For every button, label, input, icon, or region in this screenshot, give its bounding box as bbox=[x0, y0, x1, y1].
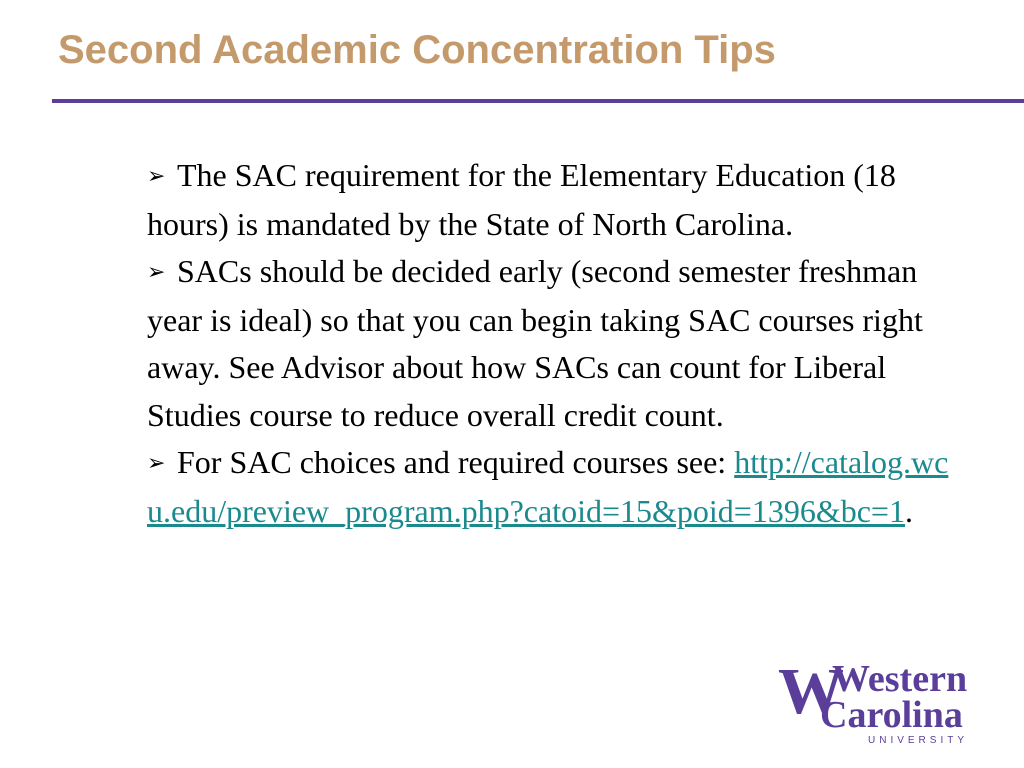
slide-body bbox=[147, 152, 959, 535]
wcu-logo-graphic bbox=[776, 655, 986, 747]
arrow-bullet-icon: ➢ bbox=[147, 260, 166, 285]
logo-line2: Carolina bbox=[820, 694, 963, 736]
bullet-item bbox=[147, 152, 959, 248]
logo-line1: Western bbox=[832, 658, 968, 700]
arrow-bullet-icon: ➢ bbox=[147, 451, 166, 476]
logo-line3: UNIVERSITY bbox=[868, 735, 969, 746]
wcu-logo bbox=[776, 655, 986, 747]
link-trailing-period: . bbox=[904, 492, 913, 529]
bullet-item bbox=[147, 248, 959, 439]
catalog-link[interactable]: http://catalog.wcu.edu/preview_program.php?catoid=15&poid=1396&bc=1 bbox=[147, 444, 949, 529]
title-divider bbox=[52, 99, 1024, 103]
bullet-item bbox=[147, 439, 959, 535]
bullet-text: SACs should be decided early (second semester freshman year is ideal) so that you can begin taking SAC courses right away. See Advisor about how SACs can count for Liberal Studies course to reduce overall credit count. bbox=[147, 253, 923, 433]
bullet-text: For SAC choices and required courses see: bbox=[177, 444, 727, 480]
bullet-text: The SAC requirement for the Elementary Education (18 hours) is mandated by the State of North Carolina. bbox=[147, 157, 896, 242]
arrow-bullet-icon: ➢ bbox=[147, 164, 166, 189]
slide-title: Second Academic Concentration Tips bbox=[58, 28, 776, 72]
logo-w-letter: W bbox=[778, 655, 844, 728]
